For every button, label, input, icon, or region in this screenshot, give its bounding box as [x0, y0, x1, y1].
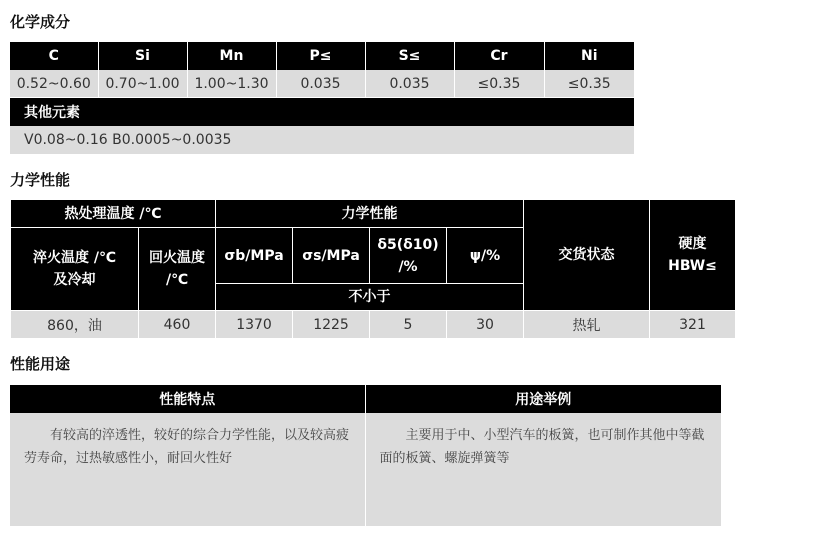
heat-treatment-header: 热处理温度 /℃ — [11, 200, 216, 228]
mech-props-header: 力学性能 — [216, 200, 524, 228]
chem-other-elements-value: V0.08~0.16 B0.0005~0.0035 — [10, 126, 634, 154]
hardness-value: 321 — [650, 311, 736, 339]
quench-temp-header — [11, 228, 139, 311]
features-text: 有较高的淬透性，较好的综合力学性能，以及较高疲劳寿命，过热敏感性小，耐回火性好 — [24, 428, 350, 466]
chem-header-s: S≤ — [365, 42, 454, 70]
chem-header-cr: Cr — [454, 42, 544, 70]
examples-text-cell — [365, 413, 721, 526]
chem-value-ni: ≤0.35 — [544, 70, 634, 98]
chem-value-s: 0.035 — [365, 70, 454, 98]
chem-header-p: P≤ — [276, 42, 365, 70]
psi-value: 30 — [447, 311, 524, 339]
features-text-cell — [10, 413, 365, 526]
chemical-composition-table — [10, 42, 634, 154]
hardness-line2: HBW≤ — [668, 258, 717, 274]
quench-value: 860，油 — [11, 311, 139, 339]
chem-value-mn: 1.00~1.30 — [187, 70, 276, 98]
not-less-than-header: 不小于 — [216, 284, 524, 311]
chem-header-ni: Ni — [544, 42, 634, 70]
temper-value: 460 — [139, 311, 216, 339]
section-title-mechanical: 力学性能 — [10, 171, 71, 189]
features-header: 性能特点 — [10, 385, 365, 413]
chem-value-p: 0.035 — [276, 70, 365, 98]
delta-header — [370, 228, 447, 284]
hardness-line1: 硬度 — [678, 236, 707, 252]
quench-line1: 淬火温度 /℃ — [33, 250, 116, 266]
examples-text: 主要用于中、小型汽车的板簧，也可制作其他中等截面的板簧、螺旋弹簧等 — [379, 428, 705, 466]
delivery-header: 交货状态 — [524, 200, 650, 311]
chem-value-c: 0.52~0.60 — [10, 70, 98, 98]
temper-line1: 回火温度 — [149, 250, 205, 266]
sigma-s-header: σs/MPa — [293, 228, 370, 284]
chem-header-mn: Mn — [187, 42, 276, 70]
delivery-value: 热轧 — [524, 311, 650, 339]
chem-header-si: Si — [98, 42, 187, 70]
delta-line1: δ5(δ10) — [377, 236, 439, 253]
chem-header-c: C — [10, 42, 98, 70]
chem-value-cr: ≤0.35 — [454, 70, 544, 98]
examples-header: 用途举例 — [365, 385, 721, 413]
chem-value-si: 0.70~1.00 — [98, 70, 187, 98]
temper-line2: /℃ — [165, 272, 189, 288]
sigma-b-value: 1370 — [216, 311, 293, 339]
mechanical-properties-table — [10, 199, 736, 339]
usage-table — [10, 385, 721, 526]
section-title-usage: 性能用途 — [10, 355, 71, 373]
delta-value: 5 — [370, 311, 447, 339]
chem-other-elements-label: 其他元素 — [10, 98, 634, 127]
section-title-chemical: 化学成分 — [10, 13, 71, 31]
psi-header: ψ/% — [447, 228, 524, 284]
hardness-header — [650, 200, 736, 311]
sigma-s-value: 1225 — [293, 311, 370, 339]
delta-line2: /% — [398, 258, 418, 275]
quench-line2: 及冷却 — [53, 272, 96, 288]
sigma-b-header: σb/MPa — [216, 228, 293, 284]
temper-temp-header — [139, 228, 216, 311]
